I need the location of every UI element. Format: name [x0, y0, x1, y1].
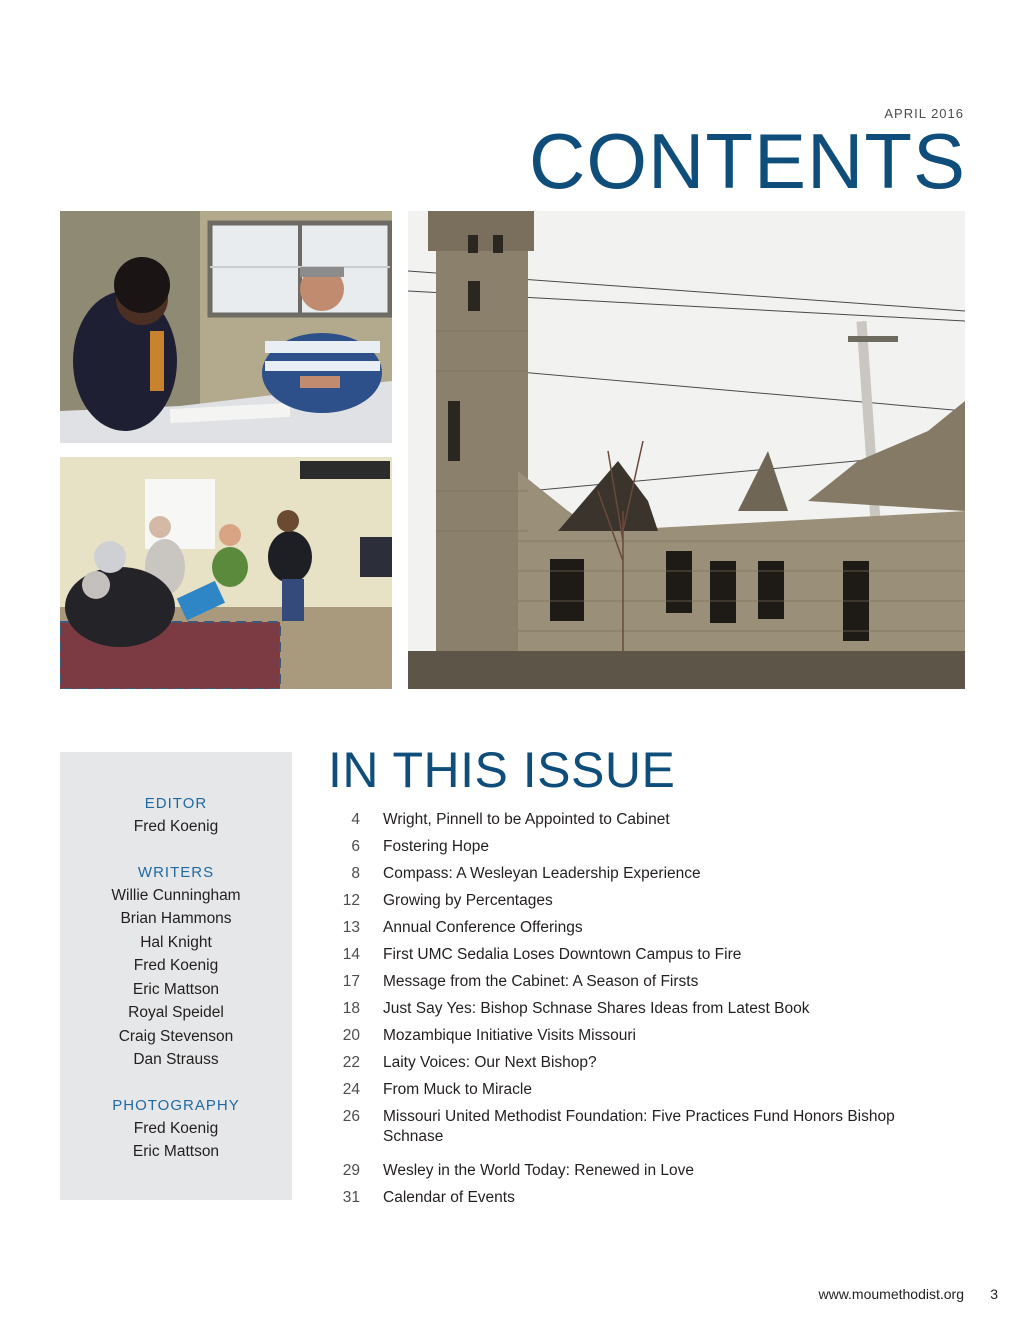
- toc-page-number: 6: [351, 838, 360, 855]
- staff-credits-box: [60, 752, 292, 1200]
- staff-name: Fred Koenig: [133, 957, 219, 974]
- staff-name: Royal Speidel: [128, 1004, 224, 1021]
- editor-section: [60, 792, 292, 839]
- website-link[interactable]: www.moumethodist.org: [818, 1286, 964, 1302]
- toc-page-number: 24: [342, 1081, 360, 1098]
- toc-entry[interactable]: [330, 1078, 930, 1105]
- toc-article-title: Wesley in the World Today: Renewed in Love: [383, 1162, 695, 1179]
- staff-name: Eric Mattson: [132, 980, 220, 998]
- photography-heading: PHOTOGRAPHY: [112, 1096, 240, 1114]
- toc-page-number: 4: [351, 811, 360, 828]
- toc-article-title: Laity Voices: Our Next Bishop?: [383, 1054, 597, 1071]
- toc-list: [330, 808, 930, 1213]
- toc-entry[interactable]: [330, 862, 930, 889]
- toc-page-number: 8: [351, 865, 360, 882]
- toc-entry[interactable]: [330, 943, 930, 970]
- staff-name: Fred Koenig: [133, 818, 219, 835]
- staff-name: Eric Mattson: [132, 1143, 220, 1160]
- toc-page-number: 17: [342, 973, 360, 990]
- staff-name: Craig Stevenson: [118, 1027, 234, 1045]
- editor-heading: EDITOR: [144, 795, 208, 812]
- toc-entry[interactable]: [330, 1051, 930, 1078]
- toc-page-number: 29: [342, 1162, 360, 1179]
- toc-page-number: 26: [342, 1108, 360, 1125]
- toc-entry[interactable]: [330, 1105, 930, 1159]
- toc-page-number: 14: [342, 946, 360, 963]
- toc-entry[interactable]: [330, 1159, 930, 1186]
- staff-name: Dan Strauss: [133, 1051, 219, 1068]
- staff-name: Hal Knight: [140, 933, 212, 951]
- toc-heading: IN THIS ISSUE: [328, 742, 676, 798]
- toc-entry[interactable]: [330, 835, 930, 862]
- toc-page-number: 22: [342, 1054, 360, 1071]
- toc-page-number: 18: [342, 1000, 360, 1017]
- meeting-photo: [60, 211, 392, 443]
- issue-date: APRIL 2016: [884, 106, 964, 121]
- staff-name: Fred Koenig: [133, 1119, 219, 1137]
- toc-article-title: Growing by Percentages: [383, 892, 553, 909]
- toc-entry[interactable]: [330, 1024, 930, 1051]
- writers-heading: WRITERS: [137, 863, 215, 881]
- toc-page-number: 12: [342, 892, 360, 909]
- toc-entry[interactable]: [330, 889, 930, 916]
- staff-name: Brian Hammons: [120, 910, 232, 927]
- toc-entry[interactable]: [330, 997, 930, 1024]
- toc-article-title: From Muck to Miracle: [383, 1081, 532, 1098]
- toc-entry[interactable]: [330, 1186, 930, 1213]
- toc-article-title: Fostering Hope: [383, 838, 489, 855]
- toc-article-title: Compass: A Wesleyan Leadership Experience: [383, 865, 701, 882]
- toc-page-number: 31: [342, 1189, 360, 1206]
- toc-article-title: Just Say Yes: Bishop Schnase Shares Ideas from Latest Book: [383, 1000, 810, 1017]
- toc-article-title: First UMC Sedalia Loses Downtown Campus to Fire: [383, 946, 742, 963]
- toc-article-title: Mozambique Initiative Visits Missouri: [383, 1027, 636, 1044]
- toc-article-title: Message from the Cabinet: A Season of Firsts: [383, 973, 699, 990]
- toc-entry[interactable]: [330, 916, 930, 943]
- group-photo: [60, 457, 392, 689]
- photography-section: [60, 1094, 292, 1164]
- page-number: 3: [990, 1286, 998, 1302]
- toc-page-number: 13: [342, 919, 360, 936]
- toc-page-number: 20: [342, 1027, 360, 1044]
- toc-article-title: Calendar of Events: [383, 1189, 515, 1206]
- toc-entry[interactable]: [330, 970, 930, 997]
- page-title: CONTENTS: [529, 117, 966, 205]
- staff-name: Willie Cunningham: [111, 886, 241, 904]
- writers-section: [60, 861, 292, 1072]
- toc-entry[interactable]: [330, 808, 930, 835]
- toc-article-title: Annual Conference Offerings: [383, 919, 583, 936]
- toc-article-title: Wright, Pinnell to be Appointed to Cabinet: [383, 811, 670, 828]
- church-ruins-photo: [408, 211, 965, 689]
- toc-article-title: Missouri United Methodist Foundation: Five Practices Fund Honors Bishop Schnase: [383, 1108, 895, 1145]
